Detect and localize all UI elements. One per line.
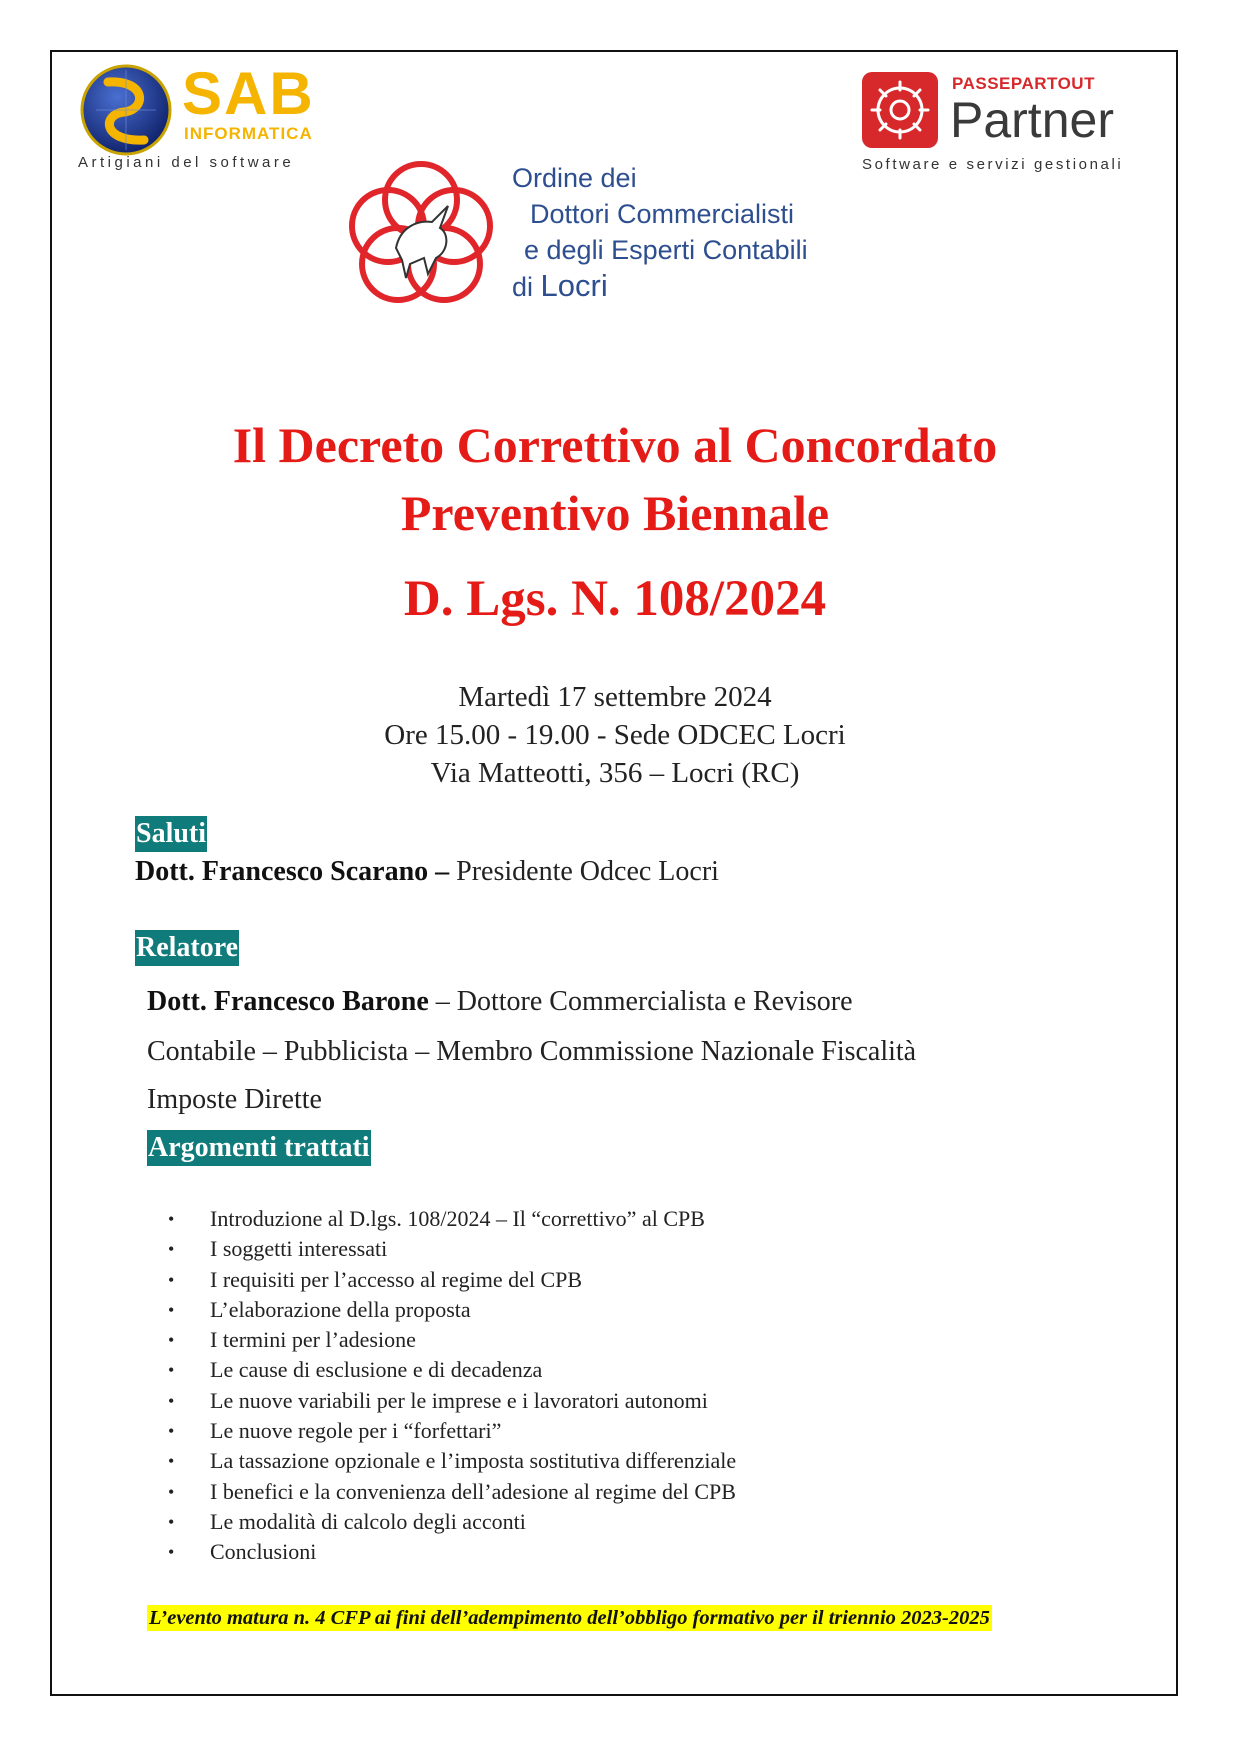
topic-text: Conclusioni <box>210 1539 317 1565</box>
relatore-line-1 <box>147 984 853 1020</box>
topic-text: I requisiti per l’accesso al regime del CPB <box>210 1266 583 1292</box>
passepartout-label: PASSEPARTOUT <box>952 74 1095 93</box>
bullet: • <box>168 1330 175 1351</box>
compass-icon <box>862 72 938 148</box>
bullet: • <box>168 1451 175 1472</box>
passepartout-tagline: Software e servizi gestionali <box>862 156 1124 173</box>
bullet: • <box>168 1239 175 1260</box>
bullet: • <box>168 1421 175 1442</box>
relatore-role-1: – Dottore Commercialista e Revisore <box>428 986 853 1017</box>
title-decree-number: D. Lgs. N. 108/2024 <box>403 571 827 627</box>
list-item <box>165 1265 736 1295</box>
bullet: • <box>168 1209 175 1229</box>
topic-text: L’elaborazione della proposta <box>210 1296 471 1322</box>
topic-text: La tassazione opzionale e l’imposta sostitutiva differenziale <box>210 1448 737 1474</box>
relatore-line-2: Contabile – Pubblicista – Membro Commissione Nazionale Fiscalità <box>147 1036 917 1067</box>
sab-informatica-logo <box>78 62 338 182</box>
list-item <box>165 1204 736 1234</box>
title-line-1: Il Decreto Correttivo al Concordato <box>232 417 998 473</box>
sab-tagline: Artigiani del software <box>78 154 295 171</box>
relatore-name: Dott. Francesco Barone <box>147 986 429 1017</box>
pegasus-rings-icon <box>336 148 506 318</box>
odcec-line-3: e degli Esperti Contabili <box>524 235 808 265</box>
event-time-place: Ore 15.00 - 19.00 - Sede ODCEC Locri <box>384 719 846 751</box>
odcec-name <box>512 160 808 305</box>
topic-text: Le nuove regole per i “forfettari” <box>210 1418 502 1444</box>
event-address: Via Matteotti, 356 – Locri (RC) <box>430 757 800 789</box>
sab-wordmark: SAB <box>182 60 315 127</box>
bullet: • <box>168 1360 175 1381</box>
event-date: Martedì 17 settembre 2024 <box>458 681 772 713</box>
topic-text: Le modalità di calcolo degli acconti <box>210 1508 526 1534</box>
bullet: • <box>168 1269 175 1290</box>
list-item <box>165 1416 736 1446</box>
sab-subtitle: INFORMATICA <box>184 124 313 143</box>
topic-text: I termini per l’adesione <box>210 1327 416 1353</box>
list-item <box>165 1386 736 1416</box>
odcec-di: di <box>512 272 541 302</box>
saluti-speaker-role: Presidente Odcec Locri <box>449 856 719 887</box>
topic-text: Le cause di esclusione e di decadenza <box>210 1357 543 1383</box>
odcec-line-4 <box>512 268 808 305</box>
list-item <box>165 1507 736 1537</box>
topic-text: Introduzione al D.lgs. 108/2024 – Il “correttivo” al CPB <box>210 1206 705 1231</box>
cfp-notice: L’evento matura n. 4 CFP ai fini dell’adempimento dell’obbligo formativo per il triennio 2023-2025 <box>149 1607 990 1629</box>
saluti-speaker <box>135 854 719 890</box>
topic-text: I soggetti interessati <box>210 1236 388 1262</box>
list-item <box>165 1446 736 1476</box>
bullet: • <box>168 1511 175 1532</box>
list-item <box>165 1477 736 1507</box>
partner-wordmark: Partner <box>950 92 1114 148</box>
relatore-heading: Relatore <box>135 930 239 966</box>
bullet: • <box>168 1299 175 1320</box>
odcec-line-2: Dottori Commercialisti <box>530 199 795 229</box>
bullet: • <box>168 1542 175 1563</box>
passepartout-partner-logo <box>862 72 1162 182</box>
sab-globe-icon <box>78 62 174 158</box>
odcec-locri-logo <box>336 148 876 318</box>
bullet: • <box>168 1390 175 1411</box>
topics-list <box>165 1204 736 1568</box>
saluti-heading: Saluti <box>135 816 207 852</box>
odcec-locri: Locri <box>540 268 608 303</box>
saluti-speaker-name: Dott. Francesco Scarano – <box>135 856 450 887</box>
odcec-line-1: Ordine dei <box>512 163 637 193</box>
title-line-2: Preventivo Biennale <box>400 485 830 541</box>
passepartout-mark <box>862 72 938 148</box>
topic-text: I benefici e la convenienza dell’adesione al regime del CPB <box>210 1478 736 1504</box>
list-item <box>165 1355 736 1385</box>
list-item <box>165 1295 736 1325</box>
relatore-line-3: Imposte Dirette <box>147 1084 322 1115</box>
bullet: • <box>168 1481 175 1502</box>
list-item <box>165 1234 736 1264</box>
list-item <box>165 1325 736 1355</box>
argomenti-heading: Argomenti trattati <box>147 1130 371 1166</box>
topic-text: Le nuove variabili per le imprese e i lavoratori autonomi <box>210 1387 708 1413</box>
list-item <box>165 1537 736 1567</box>
